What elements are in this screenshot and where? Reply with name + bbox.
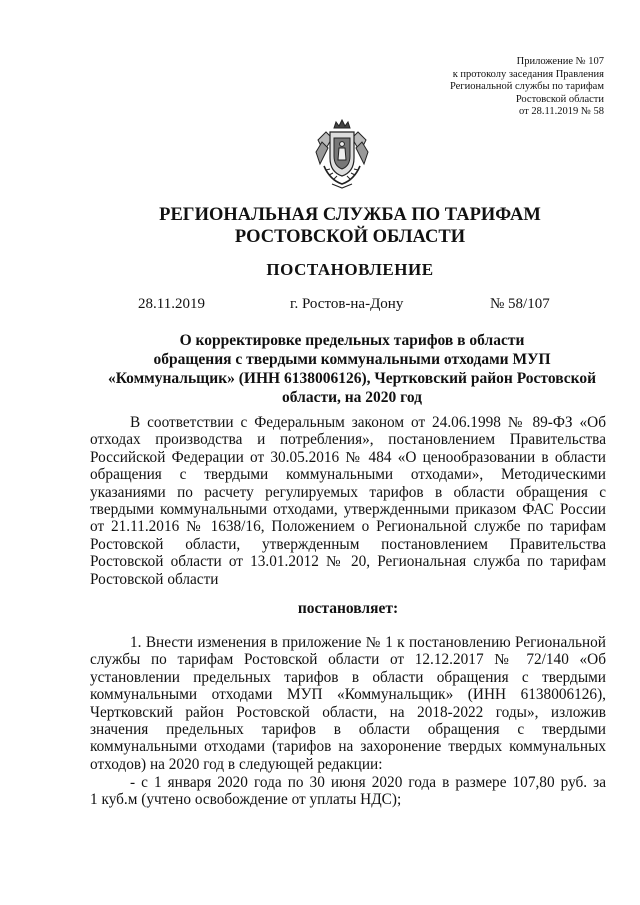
item-1-line: 1. Внести изменения в приложение № 1 к постановлению Региональной	[130, 634, 606, 651]
item-1-subitem	[90, 774, 606, 809]
preamble-line: Ростовской области	[90, 570, 219, 588]
appendix-line: от 28.11.2019 № 58	[519, 106, 604, 117]
preamble-line: от 21.11.2016 № 1638/16, Положением о Региональной службе по тарифам	[90, 518, 606, 536]
preamble-line: В соответствии с Федеральным законом от 24.06.1998 № 89-ФЗ «Об	[130, 414, 606, 431]
subject-line: обращения с твердыми коммунальными отходами МУП	[153, 351, 551, 368]
subject-line: области, на 2020 год	[282, 389, 422, 406]
preamble-line: Российской Федерации от 30.05.2016 № 484 «О ценообразовании в области	[90, 448, 606, 466]
document-type: ПОСТАНОВЛЕНИЕ	[266, 260, 434, 279]
org-line: РЕГИОНАЛЬНАЯ СЛУЖБА ПО ТАРИФАМ	[159, 205, 541, 225]
coat-of-arms-icon	[312, 118, 372, 190]
preamble-line: отходах производства и потребления», постановлением Правительства	[90, 431, 606, 449]
preamble-line: Ростовской области, утвержденным постановлением Правительства	[90, 535, 606, 553]
appendix-line: Региональной службы по тарифам	[449, 81, 604, 92]
document-number: № 58/107	[490, 296, 550, 312]
item-1-line: значения предельных тарифов в области обращения с твердыми	[90, 721, 606, 739]
preamble-paragraph	[90, 414, 606, 588]
subject-line: О корректировке предельных тарифов в области	[179, 332, 525, 349]
appendix-line: Ростовской области	[515, 93, 604, 105]
organization-name	[90, 204, 610, 248]
org-line: РОСТОВСКОЙ ОБЛАСТИ	[234, 227, 466, 247]
subitem-line: 1 куб.м (учтено освобождение от уплаты НДС);	[90, 791, 402, 809]
preamble-line: обращения с твердыми коммунальными отходами», Методическими	[90, 466, 606, 484]
item-1-line: установлении предельных тарифов в области обращения с твердыми	[90, 668, 606, 686]
appendix-line: к протоколу заседания Правления	[452, 68, 604, 80]
item-1-line: коммунальными отходами (тарифов на захоронение твердых коммунальных	[90, 738, 606, 756]
item-1-line: коммунальными отходами МУП «Коммунальщик» (ИНН 6138006126),	[90, 686, 606, 704]
document-subject	[96, 331, 608, 407]
item-1-paragraph	[90, 634, 606, 773]
item-1-line: отходов) на 2020 год в следующей редакции:	[90, 755, 383, 773]
appendix-block	[384, 56, 604, 119]
document-date: 28.11.2019	[138, 296, 205, 312]
subitem-line: - с 1 января 2020 года по 30 июня 2020 года в размере 107,80 руб. за	[130, 774, 606, 791]
preamble-line: твердыми коммунальными отходами, утвержденными приказом ФАС России	[90, 501, 606, 519]
preamble-line: Ростовской области от 13.01.2012 № 20, Региональная служба по тарифам	[90, 553, 606, 571]
preamble-line: указаниями по расчету регулируемых тарифов в области обращения с	[90, 483, 606, 501]
document-city: г. Ростов-на-Дону	[290, 296, 404, 312]
item-1-line: Чертковский район Ростовской области, на 2018-2022 годы», изложив	[90, 703, 606, 721]
subject-line: «Коммунальщик» (ИНН 6138006126), Чертковский район Ростовской	[107, 370, 597, 387]
resolves-heading: постановляет:	[297, 600, 399, 617]
appendix-line: Приложение № 107	[516, 56, 604, 67]
item-1-line: службы по тарифам Ростовской области от 12.12.2017 № 72/140 «Об	[90, 651, 606, 669]
